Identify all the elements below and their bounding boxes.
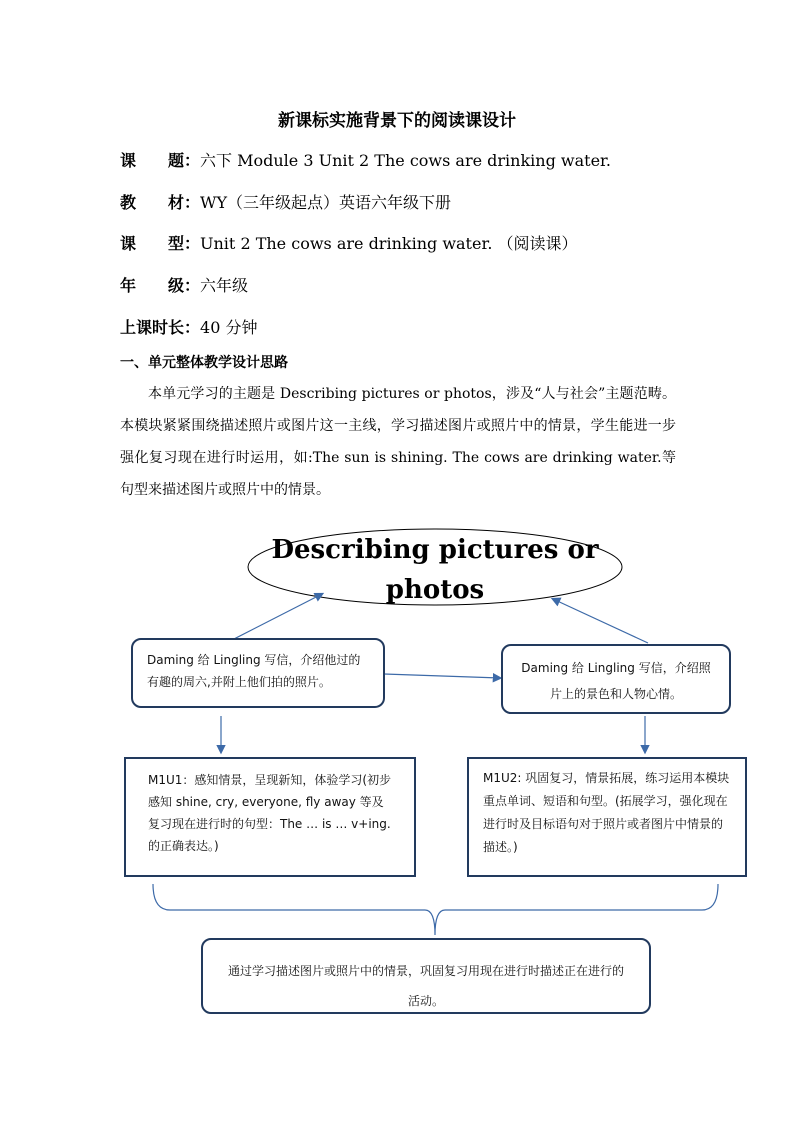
field-type-label: 课 型：: [120, 234, 201, 253]
right-lesson-box: M1U2: 巩固复习，情景拓展，练习运用本模块重点单词、短语和句型。(拓展学习，强化现在进行时及目标语句对于照片或者图片中情景的描述。): [467, 757, 747, 877]
field-textbook-value: WY（三年级起点）英语六年级下册: [200, 193, 452, 212]
bottom-brace: [153, 884, 718, 935]
field-topic-value: 六下 Module 3 Unit 2 The cows are drinking water.: [200, 151, 612, 170]
body-paragraph-text: 本单元学习的主题是 Describing pictures or photos，涉及“人与社会”主题范畴。本模块紧紧围绕描述照片或图片这一主线，学习描述图片或照片中的情景，学生能进一步强化复习现在进行时运用，如:The sun is shining. The cows are drinking water.等句型来描述图片或照片中的情景。: [120, 386, 676, 498]
left-lesson-box: M1U1：感知情景，呈现新知，体验学习(初步感知 shine, cry, everyone, fly away 等及复习现在进行时的句型：The … is … v+ing. 的正确表达。): [124, 757, 416, 877]
page-title: 新课标实施背景下的阅读课设计: [278, 111, 516, 131]
field-type-value: Unit 2 The cows are drinking water. （阅读课）: [200, 234, 578, 253]
section-heading: 一、单元整体教学设计思路: [120, 355, 288, 371]
left-story-box: Daming 给 Lingling 写信，介绍他过的有趣的周六,并附上他们拍的照片。: [131, 638, 385, 708]
field-textbook-label: 教 材：: [120, 193, 201, 212]
field-topic-label: 课 题：: [120, 151, 201, 170]
field-grade-label: 年 级：: [120, 276, 201, 295]
summary-box: 通过学习描述图片或照片中的情景，巩固复习用现在进行时描述正在进行的活动。: [201, 938, 651, 1014]
field-duration-value: 40 分钟: [200, 318, 258, 337]
field-grade-value: 六年级: [200, 276, 249, 295]
center-ellipse-label: Describing pictures or photos: [271, 535, 599, 605]
field-duration-label: 上课时长：: [120, 318, 201, 337]
arrow-left-to-right: [384, 674, 500, 678]
right-story-box: Daming 给 Lingling 写信，介绍照片上的景色和人物心情。: [501, 644, 731, 714]
